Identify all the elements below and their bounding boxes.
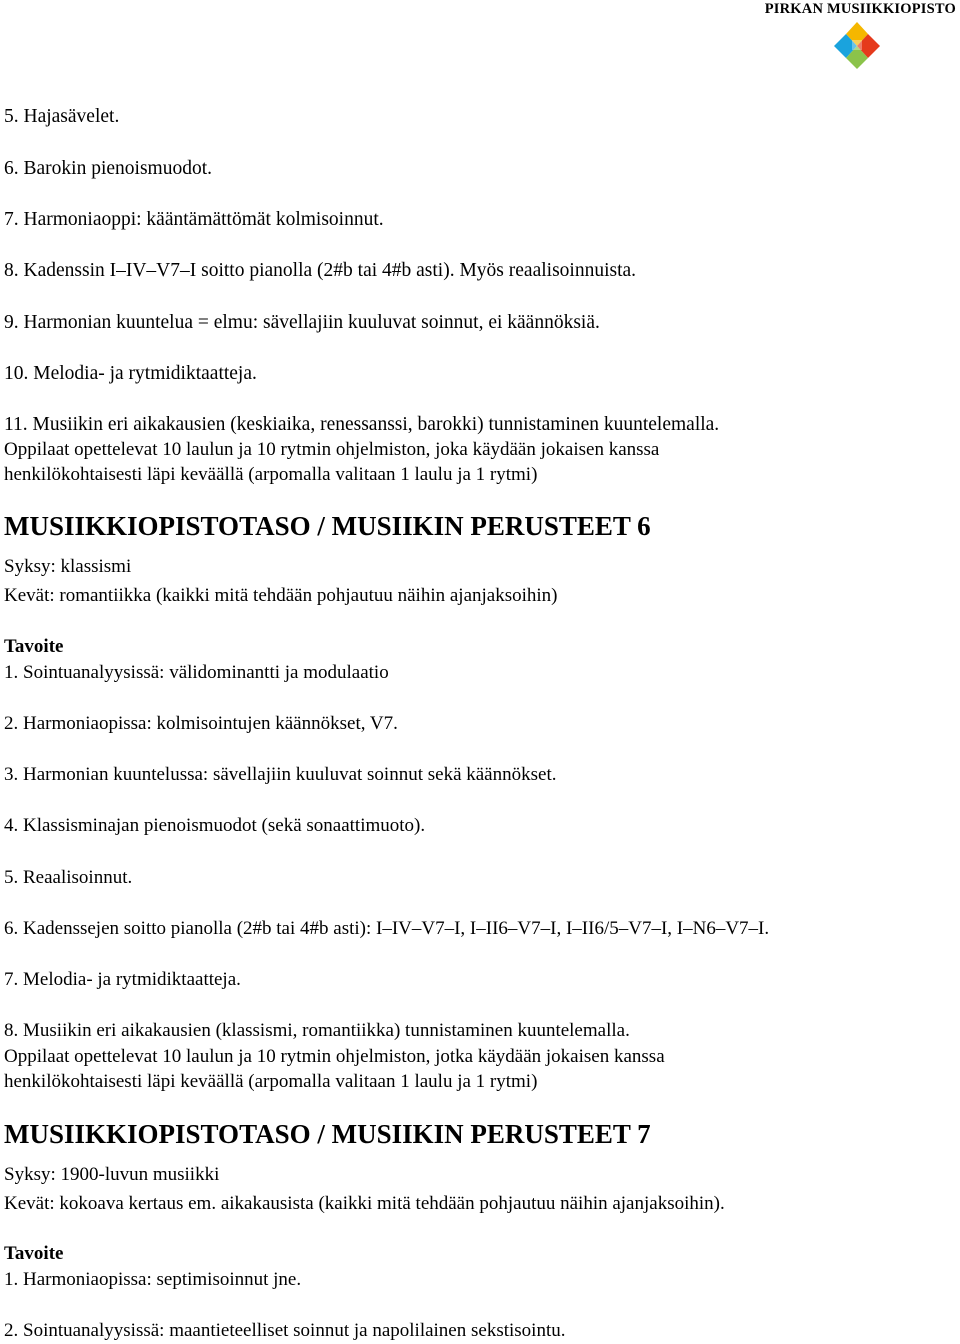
section-heading: MUSIIKKIOPISTOTASO / MUSIIKIN PERUSTEET 7: [4, 1119, 651, 1149]
list-item: 8. Musiikin eri aikakausien (klassismi, romantiikka) tunnistaminen kuuntelemalla.: [4, 1020, 630, 1041]
list-item: 7. Harmoniaoppi: kääntämättömät kolmisoinnut.: [4, 209, 384, 230]
list-item: 5. Reaalisoinnut.: [4, 867, 133, 888]
list-item: 1. Sointuanalyysissä: välidominantti ja modulaatio: [4, 662, 389, 683]
note-line: Oppilaat opettelevat 10 laulun ja 10 rytmin ohjelmiston, joka käydään jokaisen kanssa: [4, 439, 660, 460]
list-item: 4. Klassisminajan pienoismuodot (sekä sonaattimuoto).: [4, 815, 426, 836]
note-line: henkilökohtaisesti läpi keväällä (arpomalla valitaan 1 laulu ja 1 rytmi): [4, 1071, 538, 1092]
list-item: 9. Harmonian kuuntelua = elmu: sävellajiin kuuluvat soinnut, ei käännöksiä.: [4, 312, 600, 333]
goal-label: Tavoite: [4, 636, 64, 657]
diamond-logo-icon: [832, 20, 882, 70]
list-item: 2. Harmoniaopissa: kolmisointujen käännökset, V7.: [4, 713, 398, 734]
note-line: Oppilaat opettelevat 10 laulun ja 10 rytmin ohjelmiston, jotka käydään jokaisen kanssa: [4, 1046, 665, 1067]
list-item: 3. Harmonian kuuntelussa: sävellajiin kuuluvat soinnut sekä käännökset.: [4, 764, 557, 785]
autumn-topic: Syksy: 1900-luvun musiikki: [4, 1164, 220, 1185]
school-name: PIRKAN MUSIIKKIOPISTO: [764, 1, 956, 17]
list-item: 10. Melodia- ja rytmidiktaatteja.: [4, 363, 257, 384]
list-item: 7. Melodia- ja rytmidiktaatteja.: [4, 969, 241, 990]
list-item: 5. Hajasävelet.: [4, 106, 120, 127]
note-line: henkilökohtaisesti läpi keväällä (arpomalla valitaan 1 laulu ja 1 rytmi): [4, 464, 538, 485]
list-item: 11. Musiikin eri aikakausien (keskiaika, renessanssi, barokki) tunnistaminen kuuntelemalla.: [4, 414, 720, 435]
list-item: 2. Sointuanalyysissä: maantieteelliset soinnut ja napolilainen sekstisointu.: [4, 1320, 566, 1341]
spring-topic: Kevät: kokoava kertaus em. aikakausista (kaikki mitä tehdään pohjautuu näihin ajanjaksoihin).: [4, 1193, 725, 1214]
section-heading: MUSIIKKIOPISTOTASO / MUSIIKIN PERUSTEET 6: [4, 511, 651, 541]
spring-topic: Kevät: romantiikka (kaikki mitä tehdään pohjautuu näihin ajanjaksoihin): [4, 585, 558, 606]
goal-label: Tavoite: [4, 1243, 64, 1264]
list-item: 1. Harmoniaopissa: septimisoinnut jne.: [4, 1269, 302, 1290]
autumn-topic: Syksy: klassismi: [4, 556, 132, 577]
list-item: 6. Barokin pienoismuodot.: [4, 158, 212, 179]
list-item: 8. Kadenssin I–IV–V7–I soitto pianolla (2#b tai 4#b asti). Myös reaalisoinnuista.: [4, 260, 637, 281]
list-item: 6. Kadenssejen soitto pianolla (2#b tai 4#b asti): I–IV–V7–I, I–II6–V7–I, I–II6/5–V7–I, I–N6–V7–I.: [4, 918, 770, 939]
